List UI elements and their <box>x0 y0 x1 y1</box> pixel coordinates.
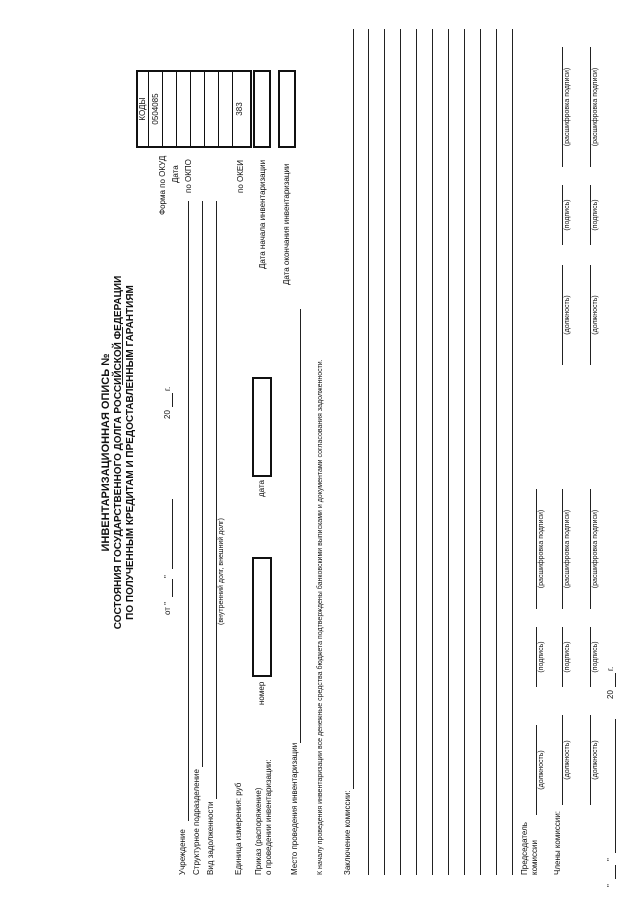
conclusion-line[interactable] <box>384 29 385 875</box>
member4-signature-line[interactable] <box>590 185 591 245</box>
chairman-label-2: комиссии <box>530 840 539 875</box>
bottom-date-open-quote: " <box>606 884 615 887</box>
document-subtitle-1: СОСТОЯНИЯ ГОСУДАРСТВЕННОГО ДОЛГА РОССИЙСКОЙ ФЕДЕРАЦИИ <box>113 275 124 630</box>
end-date-label: Дата окончания инвентаризации <box>282 163 291 285</box>
codes-table <box>136 70 252 148</box>
member1-signature-line[interactable] <box>562 627 563 687</box>
member3-signature-caption: (подпись) <box>592 641 599 673</box>
conclusion-line[interactable] <box>400 29 401 875</box>
chairman-position-caption: (должность) <box>538 750 545 790</box>
code-cell-5[interactable] <box>205 72 219 146</box>
member3-position-line[interactable] <box>590 715 591 805</box>
place-label: Место проведения инвентаризации <box>290 742 299 875</box>
statement-text: К началу проведения инвентаризации все денежные средства бюджета подтверждены банковскими выписками и документами согласования задолженности. <box>317 359 324 875</box>
member4-decoding-caption: (расшифровка подписи) <box>592 67 599 147</box>
date-code-label: Дата <box>171 165 180 183</box>
codes-header: КОДЫ <box>138 72 149 146</box>
bottom-date-close-quote: " <box>606 858 615 861</box>
bottom-date-year-line[interactable] <box>615 673 616 687</box>
institution-line[interactable] <box>188 201 189 821</box>
okud-label: Форма по ОКУД <box>158 155 167 215</box>
doc-number-line[interactable] <box>122 327 123 385</box>
order-label-2: о проведении инвентаризации: <box>264 759 273 875</box>
member1-decoding-line[interactable] <box>562 489 563 609</box>
end-date-box[interactable] <box>278 70 296 148</box>
member2-position-caption: (должность) <box>564 295 571 335</box>
date-year-suffix: г. <box>163 386 172 391</box>
member3-decoding-caption: (расшифровка подписи) <box>592 509 599 589</box>
debt-type-line[interactable] <box>216 201 217 799</box>
okud-code: 0504085 <box>149 72 163 146</box>
code-cell-4[interactable] <box>191 72 205 146</box>
member1-decoding-caption: (расшифровка подписи) <box>564 509 571 589</box>
member4-signature-caption: (подпись) <box>592 199 599 231</box>
member3-signature-line[interactable] <box>590 627 591 687</box>
conclusion-line[interactable] <box>448 29 449 875</box>
division-line[interactable] <box>202 201 203 767</box>
chairman-decoding-caption: (расшифровка подписи) <box>538 509 545 589</box>
member2-position-line[interactable] <box>562 265 563 365</box>
date-day-line[interactable] <box>172 579 173 597</box>
okpo-code-cell[interactable] <box>177 72 191 146</box>
document-title: ИНВЕНТАРИЗАЦИОННАЯ ОПИСЬ № <box>100 353 112 552</box>
okpo-label: по ОКПО <box>184 159 193 193</box>
conclusion-line[interactable] <box>496 29 497 875</box>
bottom-date-month-line[interactable] <box>615 719 616 853</box>
conclusion-line[interactable] <box>432 29 433 875</box>
chairman-signature-line[interactable] <box>536 627 537 687</box>
member4-position-line[interactable] <box>590 265 591 365</box>
chairman-signature-caption: (подпись) <box>538 641 545 673</box>
order-date-label: дата <box>257 480 266 497</box>
date-year-line[interactable] <box>172 393 173 407</box>
bottom-date-day-line[interactable] <box>615 865 616 879</box>
order-label-1: Приказ (распоряжение) <box>254 787 263 875</box>
okei-label: по ОКЕИ <box>236 160 245 193</box>
date-code-cell[interactable] <box>163 72 177 146</box>
member1-signature-caption: (подпись) <box>564 641 571 673</box>
conclusion-line[interactable] <box>416 29 417 875</box>
members-label: Члены комиссии: <box>553 810 562 875</box>
date-year-prefix: 20 <box>163 410 172 419</box>
institution-label: Учреждение <box>178 829 187 875</box>
order-number-label: номер <box>257 681 266 705</box>
member3-decoding-line[interactable] <box>590 489 591 609</box>
conclusion-line[interactable] <box>368 29 369 875</box>
member2-decoding-line[interactable] <box>562 47 563 167</box>
conclusion-line-0[interactable] <box>353 29 354 789</box>
okei-code: 383 <box>235 102 244 116</box>
member2-decoding-caption: (расшифровка подписи) <box>564 67 571 147</box>
division-label: Структурное подразделение <box>192 769 201 875</box>
debt-type-label: Вид задолженности <box>206 801 215 875</box>
conclusion-label: Заключение комиссии: <box>343 790 352 875</box>
start-date-label: Дата начала инвентаризации <box>258 159 267 269</box>
member2-signature-caption: (подпись) <box>564 199 571 231</box>
debt-type-hint: (внутренний долг, внешний долг) <box>218 518 225 625</box>
start-date-box[interactable] <box>253 70 271 148</box>
order-number-box[interactable] <box>252 557 272 677</box>
place-line[interactable] <box>300 309 301 743</box>
conclusion-line[interactable] <box>464 29 465 875</box>
chairman-position-line[interactable] <box>536 725 537 815</box>
date-quote: " <box>163 575 172 578</box>
chairman-label-1: Председатель <box>520 822 529 875</box>
member4-position-caption: (должность) <box>592 295 599 335</box>
conclusion-line[interactable] <box>512 29 513 875</box>
member4-decoding-line[interactable] <box>590 47 591 167</box>
bottom-date-year-prefix: 20 <box>606 690 615 699</box>
document-subtitle-2: ПО ПОЛУЧЕННЫМ КРЕДИТАМ И ПРЕДОСТАВЛЕННЫМ ГАРАНТИЯМ <box>125 285 136 620</box>
unit-label: Единица измерения: руб <box>234 782 243 875</box>
member1-position-caption: (должность) <box>564 740 571 780</box>
member1-position-line[interactable] <box>562 715 563 805</box>
order-date-box[interactable] <box>252 377 272 477</box>
member2-signature-line[interactable] <box>562 185 563 245</box>
code-cell-6[interactable] <box>219 72 233 146</box>
date-from-label: от " <box>163 602 172 615</box>
bottom-date-year-suffix: г. <box>606 666 615 671</box>
member3-position-caption: (должность) <box>592 740 599 780</box>
date-month-line[interactable] <box>172 499 173 569</box>
conclusion-line[interactable] <box>480 29 481 875</box>
chairman-decoding-line[interactable] <box>536 489 537 609</box>
